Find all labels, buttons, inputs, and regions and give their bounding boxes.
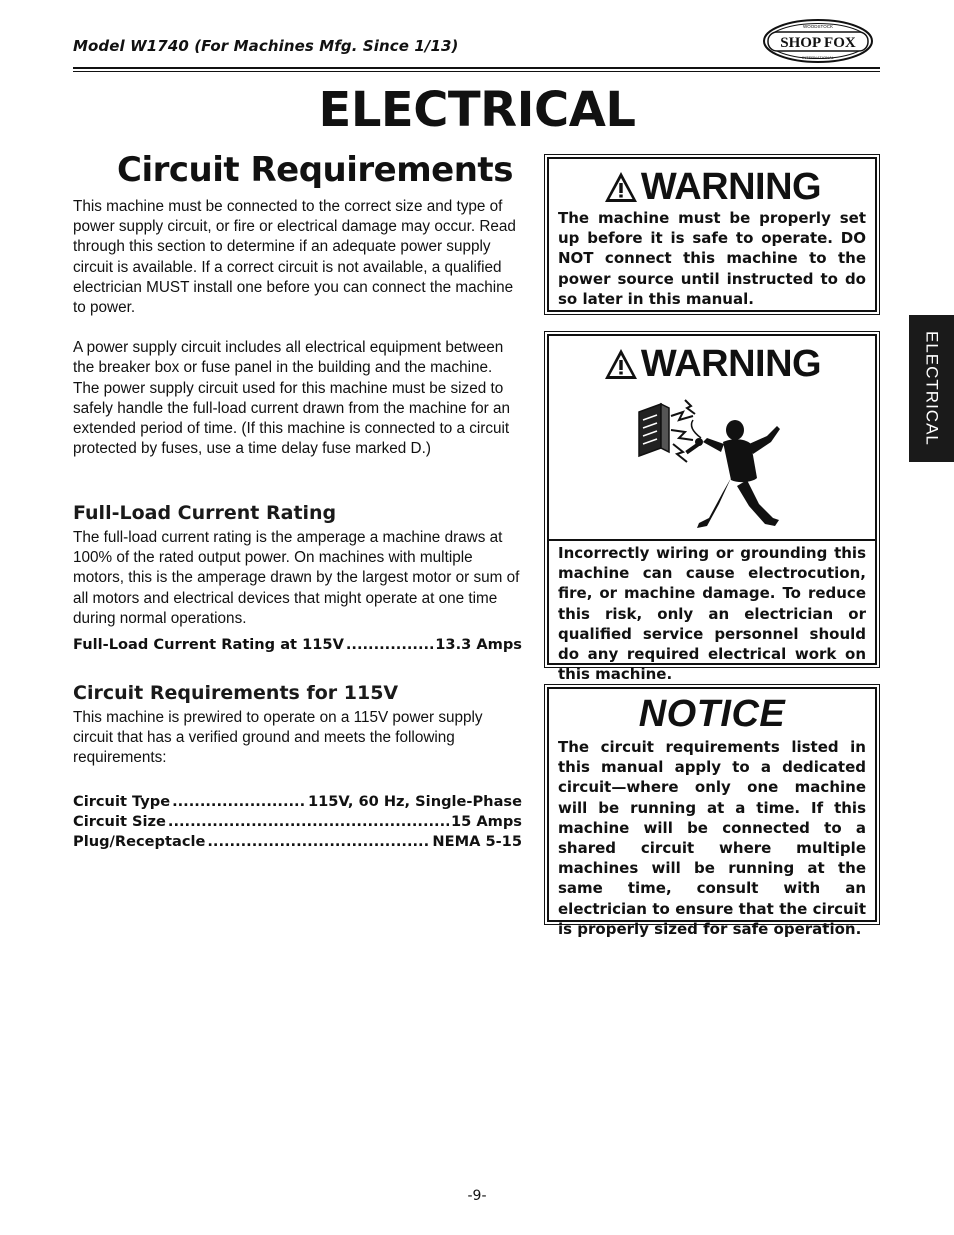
warning-header xyxy=(549,336,875,384)
warning-triangle-icon xyxy=(603,347,639,381)
spec-label: Full-Load Current Rating at 115V xyxy=(73,636,344,654)
warning-divider xyxy=(549,539,875,541)
model-line: Model W1740 (For Machines Mfg. Since 1/13) xyxy=(73,37,459,55)
spec-value: NEMA 5-15 xyxy=(432,833,522,851)
header-rule xyxy=(73,67,880,69)
spec-row xyxy=(73,792,522,812)
electrocution-illustration xyxy=(627,386,797,536)
logo-text: SHOP FOX xyxy=(780,35,856,51)
warning-label: WARNING xyxy=(640,165,822,208)
notice-label: NOTICE xyxy=(638,693,786,735)
page-number: -9- xyxy=(467,1188,487,1204)
dot-leader xyxy=(168,812,449,832)
spec-value: 13.3 Amps xyxy=(435,636,522,654)
logo-arc-bottom: INTERNATIONAL xyxy=(802,55,834,60)
dot-leader xyxy=(207,832,430,852)
header-rule-thin xyxy=(73,71,880,72)
warning-text: Incorrectly wiring or grounding this machine can cause electrocution, fire, or machine damage. To reduce this risk, only an electrician or qualified service personnel should do any required electrical work on this machine. xyxy=(558,544,866,684)
intro-paragraph-1: This machine must be connected to the correct size and type of power supply circuit, or fire or electrical damage may occur. Read through this section to determine if an adequate power supply circuit is available. If a correct circuit is not available, a qualified electrician MUST install one before you can connect the machine to power. xyxy=(73,198,516,317)
page-title: ELECTRICAL xyxy=(318,82,636,138)
full-load-spec xyxy=(73,635,522,655)
intro-paragraph-2: A power supply circuit includes all electrical equipment between the breaker box or fuse panel in the building and the machine. The power supply circuit used for this machine must be sized to safely handle the full-load current drawn from the machine for an extended period of time. (If this machine is connected to a circuit protected by fuses, use a time delay fuse marked D.) xyxy=(73,339,511,458)
spec-label: Circuit Size xyxy=(73,812,166,830)
spec-list xyxy=(73,792,522,853)
warning-label: WARNING xyxy=(640,342,822,385)
spec-value: 115V, 60 Hz, Single-Phase xyxy=(307,792,522,810)
notice-box xyxy=(544,684,880,938)
notice-text: The circuit requirements listed in this manual apply to a dedicated circuit—where only one machine will be running at a time. If this machine will be connected to a shared circuit where multiple machines will be running at the same time, consult with an electrician to ensure that the circuit is properly sized for safe operation. xyxy=(558,738,866,938)
spec-row xyxy=(73,812,522,832)
dot-leader xyxy=(346,635,433,655)
section-side-tab xyxy=(909,315,954,462)
circuit-115-section xyxy=(73,682,522,852)
spec-value: 15 Amps xyxy=(450,812,522,830)
warning-triangle-icon xyxy=(603,170,639,204)
circuit-115-text: This machine is prewired to operate on a 115V power supply circuit that has a verified ground and meets the following requirements: xyxy=(73,709,483,767)
warning-box-electrocution xyxy=(544,331,880,684)
full-load-section xyxy=(73,502,522,655)
warning-box-setup xyxy=(544,154,880,315)
full-load-text: The full-load current rating is the amperage a machine draws at 100% of the rated output power. On machines with multiple motors, this is the amperage drawn by the largest motor or sum of all motors and electrical devices that might operate at one time during normal operations. xyxy=(73,529,520,627)
intro-section xyxy=(73,197,522,459)
warning-text: The machine must be properly set up before it is safe to operate. DO NOT connect this machine to the power source until instructed to do so later in this manual. xyxy=(558,209,866,308)
side-tab-label: ELECTRICAL xyxy=(922,331,942,446)
warning-header xyxy=(549,159,875,207)
spec-label: Circuit Type xyxy=(73,792,171,810)
full-load-heading: Full-Load Current Rating xyxy=(73,502,337,524)
logo-arc-top: WOODSTOCK xyxy=(803,24,833,29)
shop-fox-logo xyxy=(762,18,874,64)
circuit-115-heading: Circuit Requirements for 115V xyxy=(73,682,399,704)
spec-label: Plug/Receptacle xyxy=(73,833,206,851)
section-title: Circuit Requirements xyxy=(117,150,513,190)
spec-row xyxy=(73,832,522,852)
dot-leader xyxy=(172,792,306,812)
